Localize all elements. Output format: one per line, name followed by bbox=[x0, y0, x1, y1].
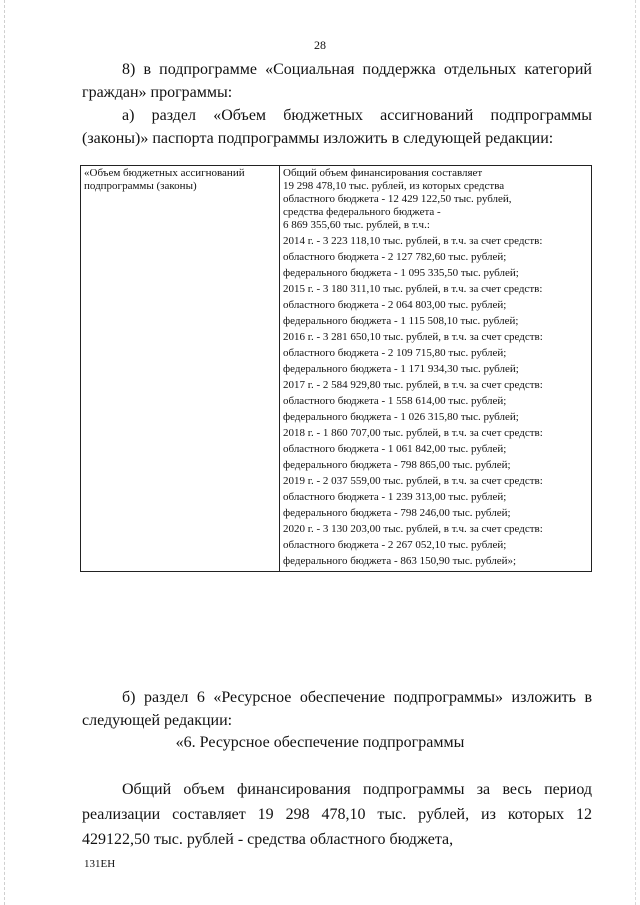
funding-intro-line: средства федерального бюджета - bbox=[283, 206, 441, 218]
regional-budget-line: областного бюджета - 2 109 715,80 тыс. рублей; bbox=[283, 347, 507, 359]
regional-budget-line: областного бюджета - 2 267 052,10 тыс. рублей; bbox=[283, 539, 507, 551]
paragraph-total-funding: Общий объем финансирования подпрограммы за весь период реализации составляет 19 298 478,10 тыс. рублей, из которых 12 429122,50 тыс. рублей - средства областного бюджета, bbox=[82, 781, 592, 848]
funding-intro-line: 6 869 355,60 тыс. рублей, в т.ч.: bbox=[283, 219, 430, 231]
funding-intro-line: 19 298 478,10 тыс. рублей, из которых средства bbox=[283, 180, 505, 192]
federal-budget-line: федерального бюджета - 798 865,00 тыс. рублей; bbox=[283, 459, 511, 471]
federal-budget-line: федерального бюджета - 1 171 934,30 тыс. рублей; bbox=[283, 363, 519, 375]
funding-intro bbox=[283, 167, 588, 232]
year-total-2020: 2020 г. - 3 130 203,00 тыс. рублей, в т.ч. за счет средств: bbox=[283, 523, 543, 535]
scan-edge-left bbox=[4, 0, 5, 905]
federal-budget-line: федерального бюджета - 1 095 335,50 тыс. рублей; bbox=[283, 267, 519, 279]
page-number: 28 bbox=[314, 38, 326, 52]
regional-budget-line: областного бюджета - 2 127 782,60 тыс. рублей; bbox=[283, 251, 507, 263]
regional-budget-line: областного бюджета - 1 558 614,00 тыс. рублей; bbox=[283, 395, 507, 407]
passport-value-cell bbox=[280, 166, 592, 572]
funding-intro-line: областного бюджета - 12 429 122,50 тыс. рублей, bbox=[283, 193, 512, 205]
regional-budget-line: областного бюджета - 1 239 313,00 тыс. рублей; bbox=[283, 491, 507, 503]
funding-intro-line: Общий объем финансирования составляет bbox=[283, 167, 483, 179]
scan-edge-right bbox=[635, 0, 636, 905]
federal-budget-line: федерального бюджета - 798 246,00 тыс. рублей; bbox=[283, 507, 511, 519]
year-total-2017: 2017 г. - 2 584 929,80 тыс. рублей, в т.ч. за счет средств: bbox=[283, 379, 543, 391]
regional-budget-line: областного бюджета - 1 061 842,00 тыс. рублей; bbox=[283, 443, 507, 455]
year-total-2014: 2014 г. - 3 223 118,10 тыс. рублей, в т.ч. за счет средств: bbox=[283, 235, 543, 247]
federal-budget-line: федерального бюджета - 863 150,90 тыс. рублей»; bbox=[283, 555, 517, 567]
passport-table bbox=[80, 165, 592, 572]
document-code: 131ЕН bbox=[84, 858, 116, 870]
year-total-2019: 2019 г. - 2 037 559,00 тыс. рублей, в т.ч. за счет средств: bbox=[283, 475, 543, 487]
passport-table-row bbox=[81, 166, 592, 572]
section-heading: «6. Ресурсное обеспечение подпрограммы bbox=[175, 734, 465, 751]
year-total-2015: 2015 г. - 3 180 311,10 тыс. рублей, в т.ч. за счет средств: bbox=[283, 283, 543, 295]
paragraph-section-b: б) раздел 6 «Ресурсное обеспечение подпрограммы» изложить в следующей редакции: bbox=[82, 689, 592, 729]
passport-label-cell: «Объем бюджетных ассигнований подпрограммы (законы) bbox=[81, 166, 280, 572]
federal-budget-line: федерального бюджета - 1 026 315,80 тыс. рублей; bbox=[283, 411, 519, 423]
paragraph-subprogram-intro: 8) в подпрограмме «Социальная поддержка отдельных категорий граждан» программы: bbox=[82, 61, 592, 101]
paragraph-section-a: а) раздел «Объем бюджетных ассигнований подпрограммы (законы)» паспорта подпрограммы изложить в следующей редакции: bbox=[82, 107, 592, 147]
regional-budget-line: областного бюджета - 2 064 803,00 тыс. рублей; bbox=[283, 299, 507, 311]
federal-budget-line: федерального бюджета - 1 115 508,10 тыс. рублей; bbox=[283, 315, 519, 327]
year-total-2016: 2016 г. - 3 281 650,10 тыс. рублей, в т.ч. за счет средств: bbox=[283, 331, 543, 343]
year-total-2018: 2018 г. - 1 860 707,00 тыс. рублей, в т.ч. за счет средств: bbox=[283, 427, 543, 439]
